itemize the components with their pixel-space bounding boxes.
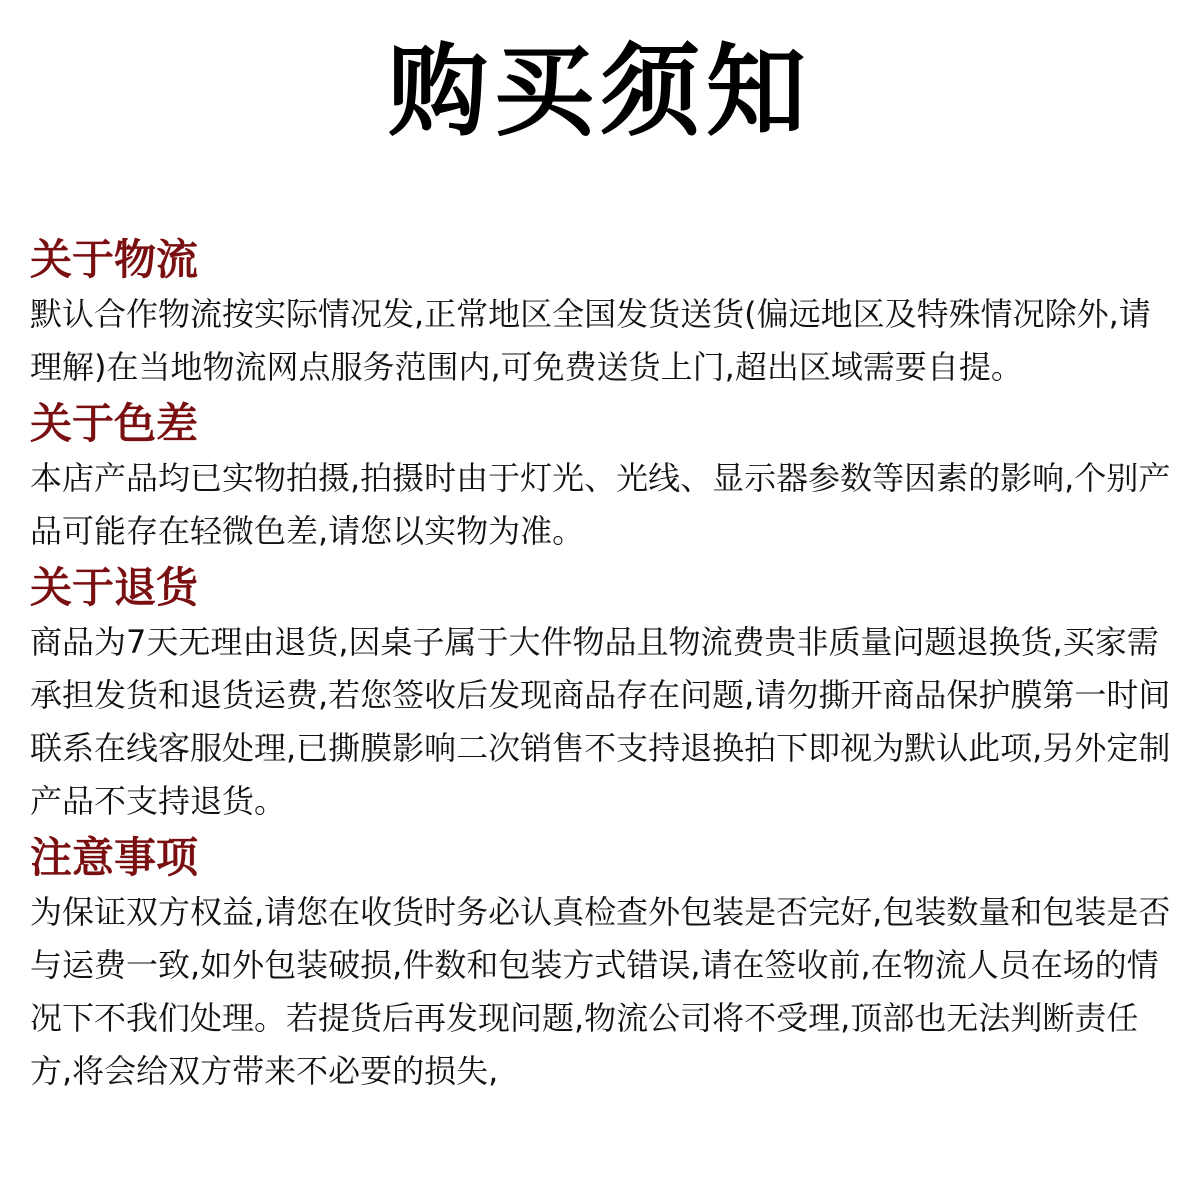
section-notes	[30, 830, 1180, 1098]
section-heading-returns: 关于退货	[30, 563, 199, 612]
section-returns	[30, 560, 1180, 828]
section-body-color-difference: 本店产品均已实物拍摄,拍摄时由于灯光、光线、显示器参数等因素的影响,个别产品可能存在轻微色差,请您以实物为准。	[30, 459, 1171, 550]
section-body-notes: 为保证双方权益,请您在收货时务必认真检查外包装是否完好,包装数量和包装是否与运费一致,如外包装破损,件数和包装方式错误,请在签收前,在物流人员在场的情况下不我们处理。若提货后再发现问题,物流公司将不受理,顶部也无法判断责任方,将会给双方带来不必要的损失,	[30, 893, 1171, 1090]
section-heading-logistics: 关于物流	[30, 235, 199, 284]
section-heading-notes: 注意事项	[30, 833, 199, 882]
page-title: 购买须知	[388, 33, 812, 150]
section-body-logistics: 默认合作物流按实际情况发,正常地区全国发货送货(偏远地区及特殊情况除外,请理解)在当地物流网点服务范围内,可免费送货上门,超出区域需要自提。	[30, 295, 1151, 386]
section-logistics	[30, 232, 1180, 394]
section-color-difference	[30, 396, 1180, 558]
section-heading-color-difference: 关于色差	[30, 399, 199, 448]
notice-content	[30, 232, 1180, 1100]
section-body-returns: 商品为7天无理由退货,因桌子属于大件物品且物流费贵非质量问题退换货,买家需承担发货和退货运费,若您签收后发现商品存在问题,请勿撕开商品保护膜第一时间联系在线客服处理,已撕膜影响二次销售不支持退换拍下即视为默认此项,另外定制产品不支持退货。	[30, 623, 1171, 820]
